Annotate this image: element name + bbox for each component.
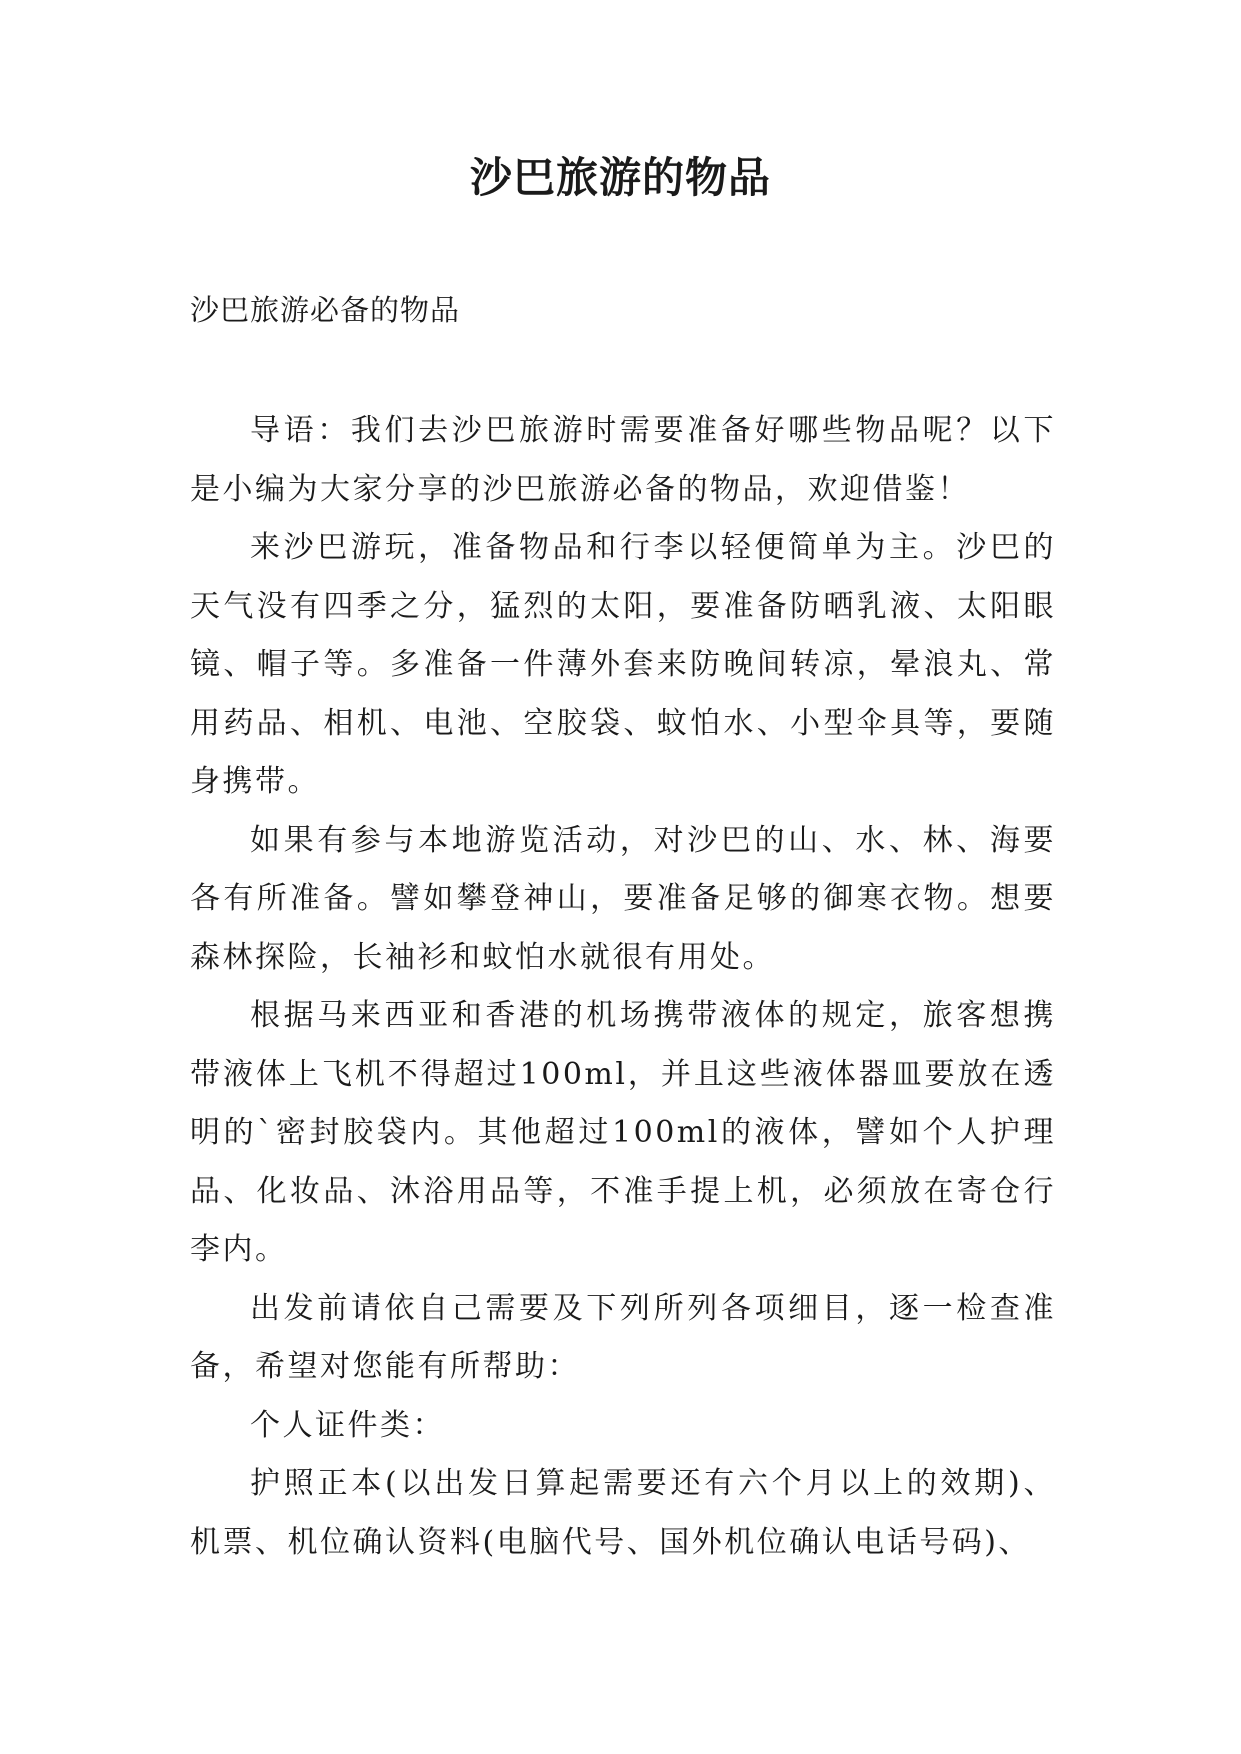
paragraph-activities: 如果有参与本地游览活动，对沙巴的山、水、林、海要各有所准备。譬如攀登神山，要准备足够的御寒衣物。想要森林探险，长袖衫和蚊怕水就很有用处。	[190, 822, 1056, 975]
document-title: 沙巴旅游的物品	[469, 153, 771, 202]
paragraph-checklist: 出发前请依自己需要及下列所列各项细目，逐一检查准备，希望对您能有所帮助：	[190, 1290, 1056, 1384]
document-body	[190, 402, 1056, 1572]
document-subtitle: 沙巴旅游必备的物品	[190, 293, 461, 327]
paragraph-documents-list: 护照正本(以出发日算起需要还有六个月以上的效期)、机票、机位确认资料(电脑代号、国外机位确认电话号码)、	[190, 1466, 1056, 1560]
paragraph-intro: 导语：我们去沙巴旅游时需要准备好哪些物品呢？以下是小编为大家分享的沙巴旅游必备的物品，欢迎借鉴！	[190, 413, 1056, 507]
paragraph-documents-heading: 个人证件类：	[250, 1407, 445, 1443]
paragraph-liquids: 根据马来西亚和香港的机场携带液体的规定，旅客想携带液体上飞机不得超过100ml，并且这些液体器皿要放在透明的`密封胶袋内。其他超过100ml的液体，譬如个人护理品、化妆品、沐浴用品等，不准手提上机，必须放在寄仓行李内。	[190, 998, 1056, 1267]
paragraph-packing: 来沙巴游玩，准备物品和行李以轻便简单为主。沙巴的天气没有四季之分，猛烈的太阳，要准备防晒乳液、太阳眼镜、帽子等。多准备一件薄外套来防晚间转凉，晕浪丸、常用药品、相机、电池、空胶袋、蚊怕水、小型伞具等，要随身携带。	[190, 530, 1056, 799]
